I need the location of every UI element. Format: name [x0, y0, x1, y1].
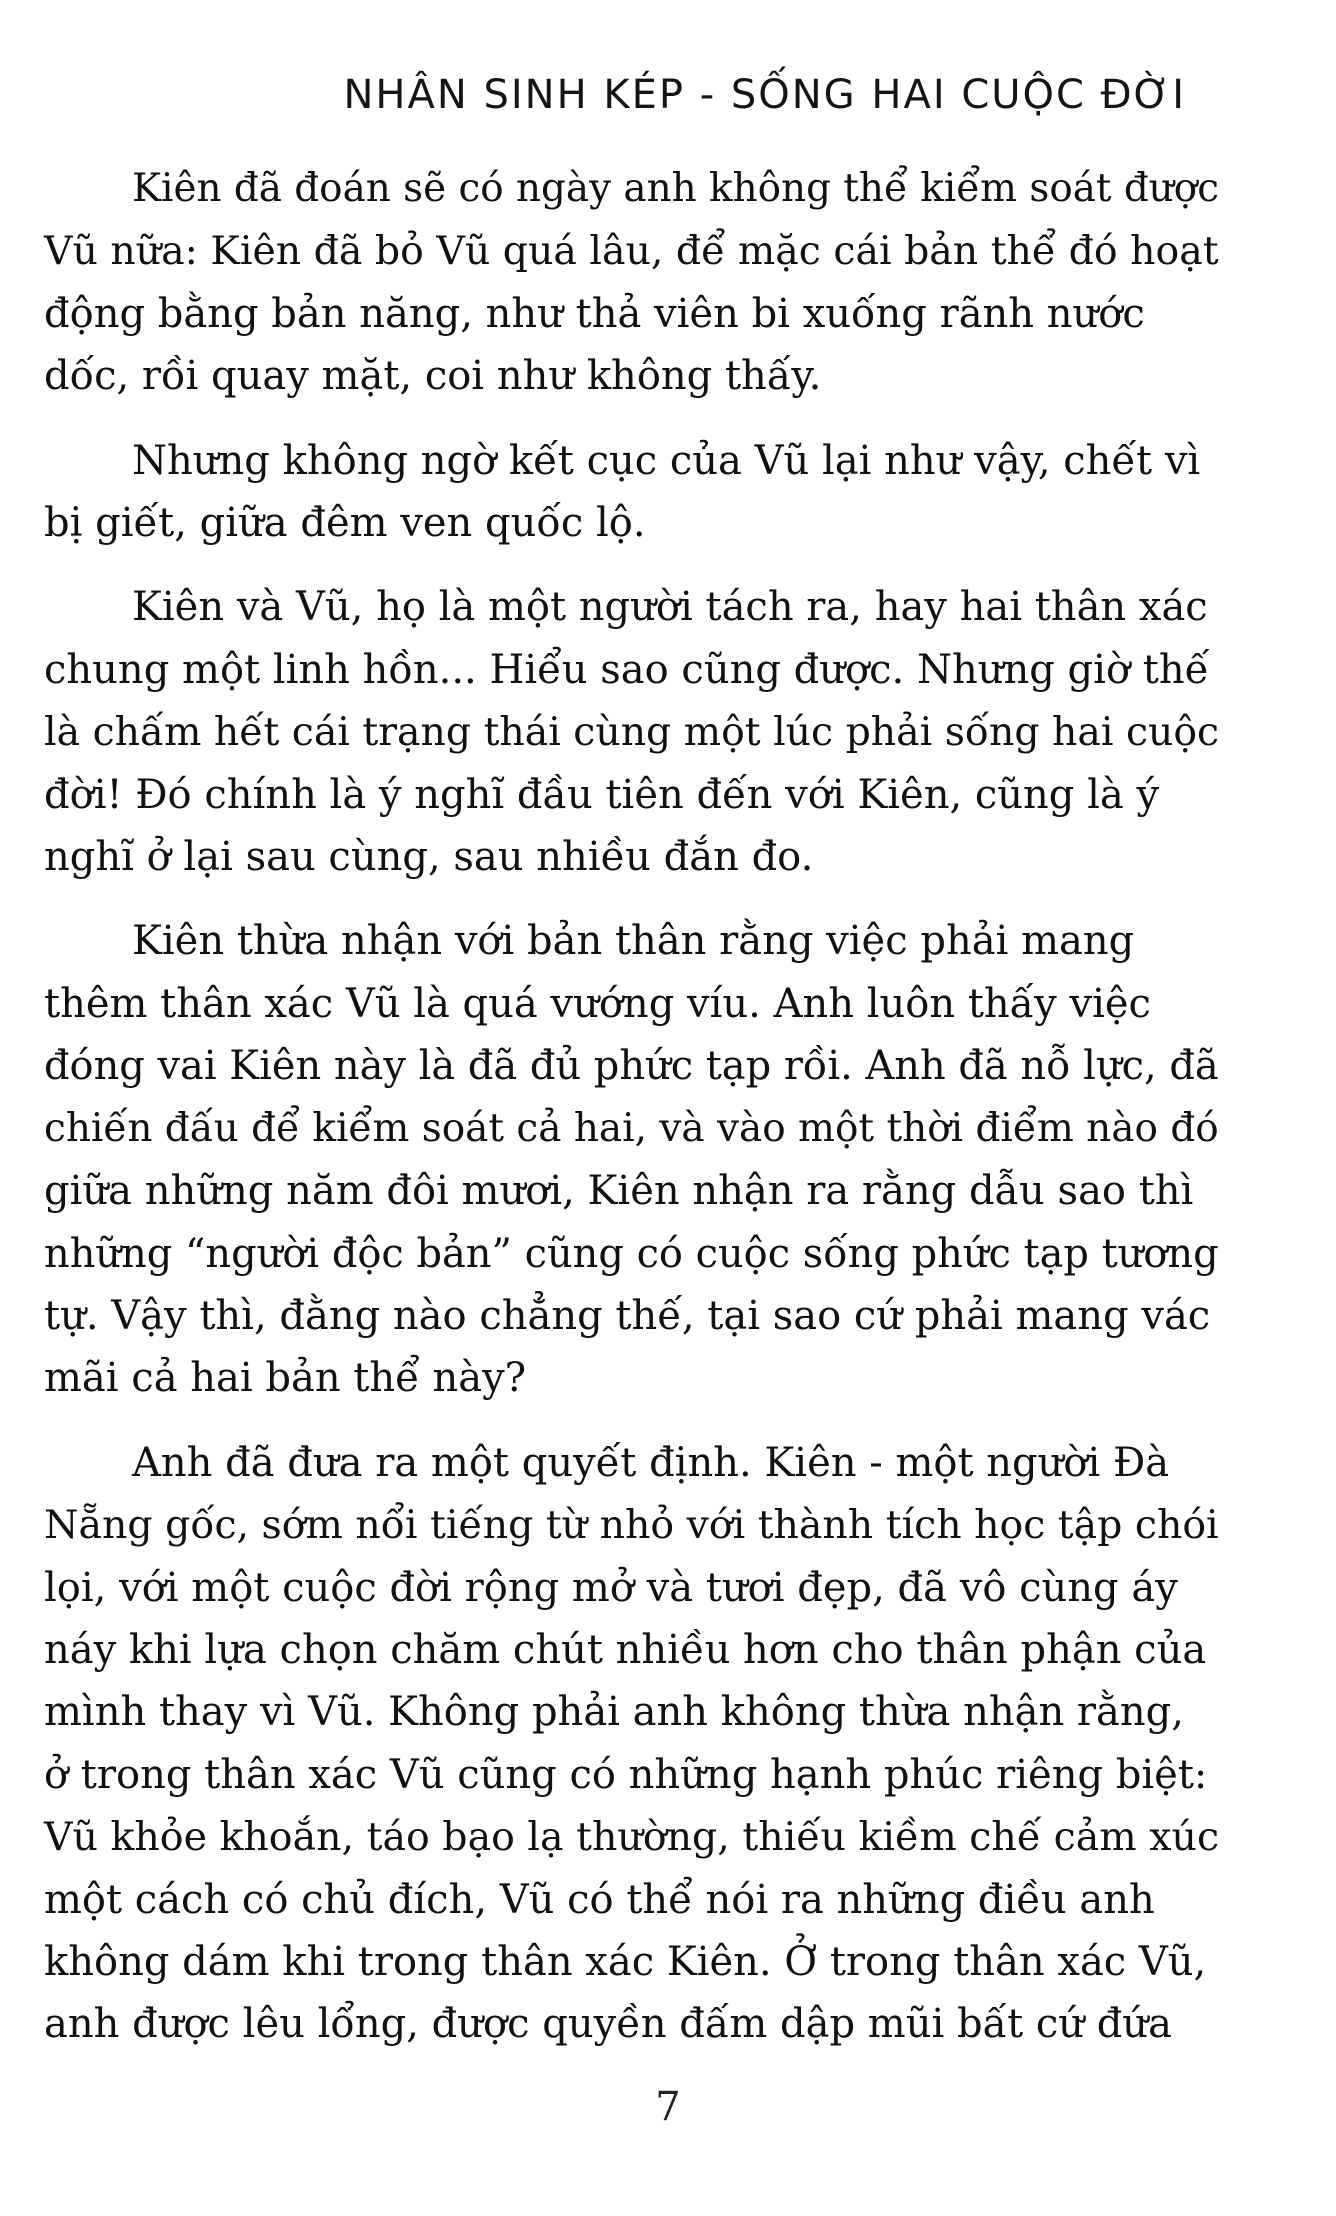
text-line: là chấm hết cái trạng thái cùng một lúc phải sống hai cuộc [44, 709, 1220, 756]
text-line: một cách có chủ đích, Vũ có thể nói ra những điều anh [44, 1876, 1155, 1923]
paragraph-3 [44, 576, 1219, 888]
text-line: lọi, với một cuộc đời rộng mở và tươi đẹp, đã vô cùng áy [44, 1564, 1178, 1611]
text-line: Vũ nữa: Kiên đã bỏ Vũ quá lâu, để mặc cái bản thể đó hoạt [44, 228, 1219, 275]
text-line: anh được lêu lổng, được quyền đấm dập mũi bất cứ đứa [44, 2001, 1173, 2048]
text-line: Vũ khỏe khoắn, táo bạo lạ thường, thiếu kiềm chế cảm xúc [44, 1814, 1220, 1861]
text-line: ở trong thân xác Vũ cũng có những hạnh phúc riêng biệt: [44, 1751, 1208, 1798]
running-header: NHÂN SINH KÉP - SỐNG HAI CUỘC ĐỜI [343, 72, 1186, 118]
paragraph-5 [44, 1432, 1219, 2056]
text-line: đời! Đó chính là ý nghĩ đầu tiên đến với Kiên, cũng là ý [44, 771, 1160, 818]
text-line: động bằng bản năng, như thả viên bi xuống rãnh nước [44, 290, 1145, 337]
text-line: thêm thân xác Vũ là quá vướng víu. Anh luôn thấy việc [44, 980, 1151, 1027]
text-line: tự. Vậy thì, đằng nào chẳng thế, tại sao cứ phải mang vác [44, 1292, 1211, 1339]
text-line: đóng vai Kiên này là đã đủ phức tạp rồi. Anh đã nỗ lực, đã [44, 1043, 1219, 1090]
paragraph-2 [44, 430, 1219, 555]
text-line: mình thay vì Vũ. Không phải anh không thừa nhận rằng, [44, 1689, 1184, 1736]
text-line: bị giết, giữa đêm ven quốc lộ. [44, 500, 646, 547]
text-line: những “người độc bản” cũng có cuộc sống phức tạp tương [44, 1230, 1219, 1277]
text-line: Kiên và Vũ, họ là một người tách ra, hay hai thân xác [132, 584, 1208, 631]
text-line: nghĩ ở lại sau cùng, sau nhiều đắn đo. [44, 834, 814, 881]
text-line: náy khi lựa chọn chăm chút nhiều hơn cho thân phận của [44, 1626, 1207, 1673]
text-line: chung một linh hồn... Hiểu sao cũng được. Nhưng giờ thế [44, 646, 1210, 693]
text-line: Anh đã đưa ra một quyết định. Kiên - một người Đà [132, 1439, 1170, 1486]
paragraph-4 [44, 910, 1219, 1409]
page-number: 7 [655, 2084, 681, 2130]
text-line: dốc, rồi quay mặt, coi như không thấy. [44, 353, 822, 400]
text-line: giữa những năm đôi mươi, Kiên nhận ra rằng dẫu sao thì [44, 1168, 1194, 1215]
text-line: không dám khi trong thân xác Kiên. Ở trong thân xác Vũ, [44, 1938, 1207, 1985]
text-line: Kiên thừa nhận với bản thân rằng việc phải mang [132, 918, 1135, 965]
text-line: Nhưng không ngờ kết cục của Vũ lại như vậy, chết vì [132, 437, 1201, 484]
paragraph-1 [44, 158, 1219, 408]
text-line: chiến đấu để kiểm soát cả hai, và vào một thời điểm nào đó [44, 1105, 1219, 1151]
body-text [44, 158, 1219, 2078]
text-line: Nẵng gốc, sớm nổi tiếng từ nhỏ với thành tích học tập chói [44, 1502, 1219, 1549]
text-line: mãi cả hai bản thể này? [44, 1355, 527, 1402]
text-line: Kiên đã đoán sẽ có ngày anh không thể kiểm soát được [132, 166, 1219, 211]
